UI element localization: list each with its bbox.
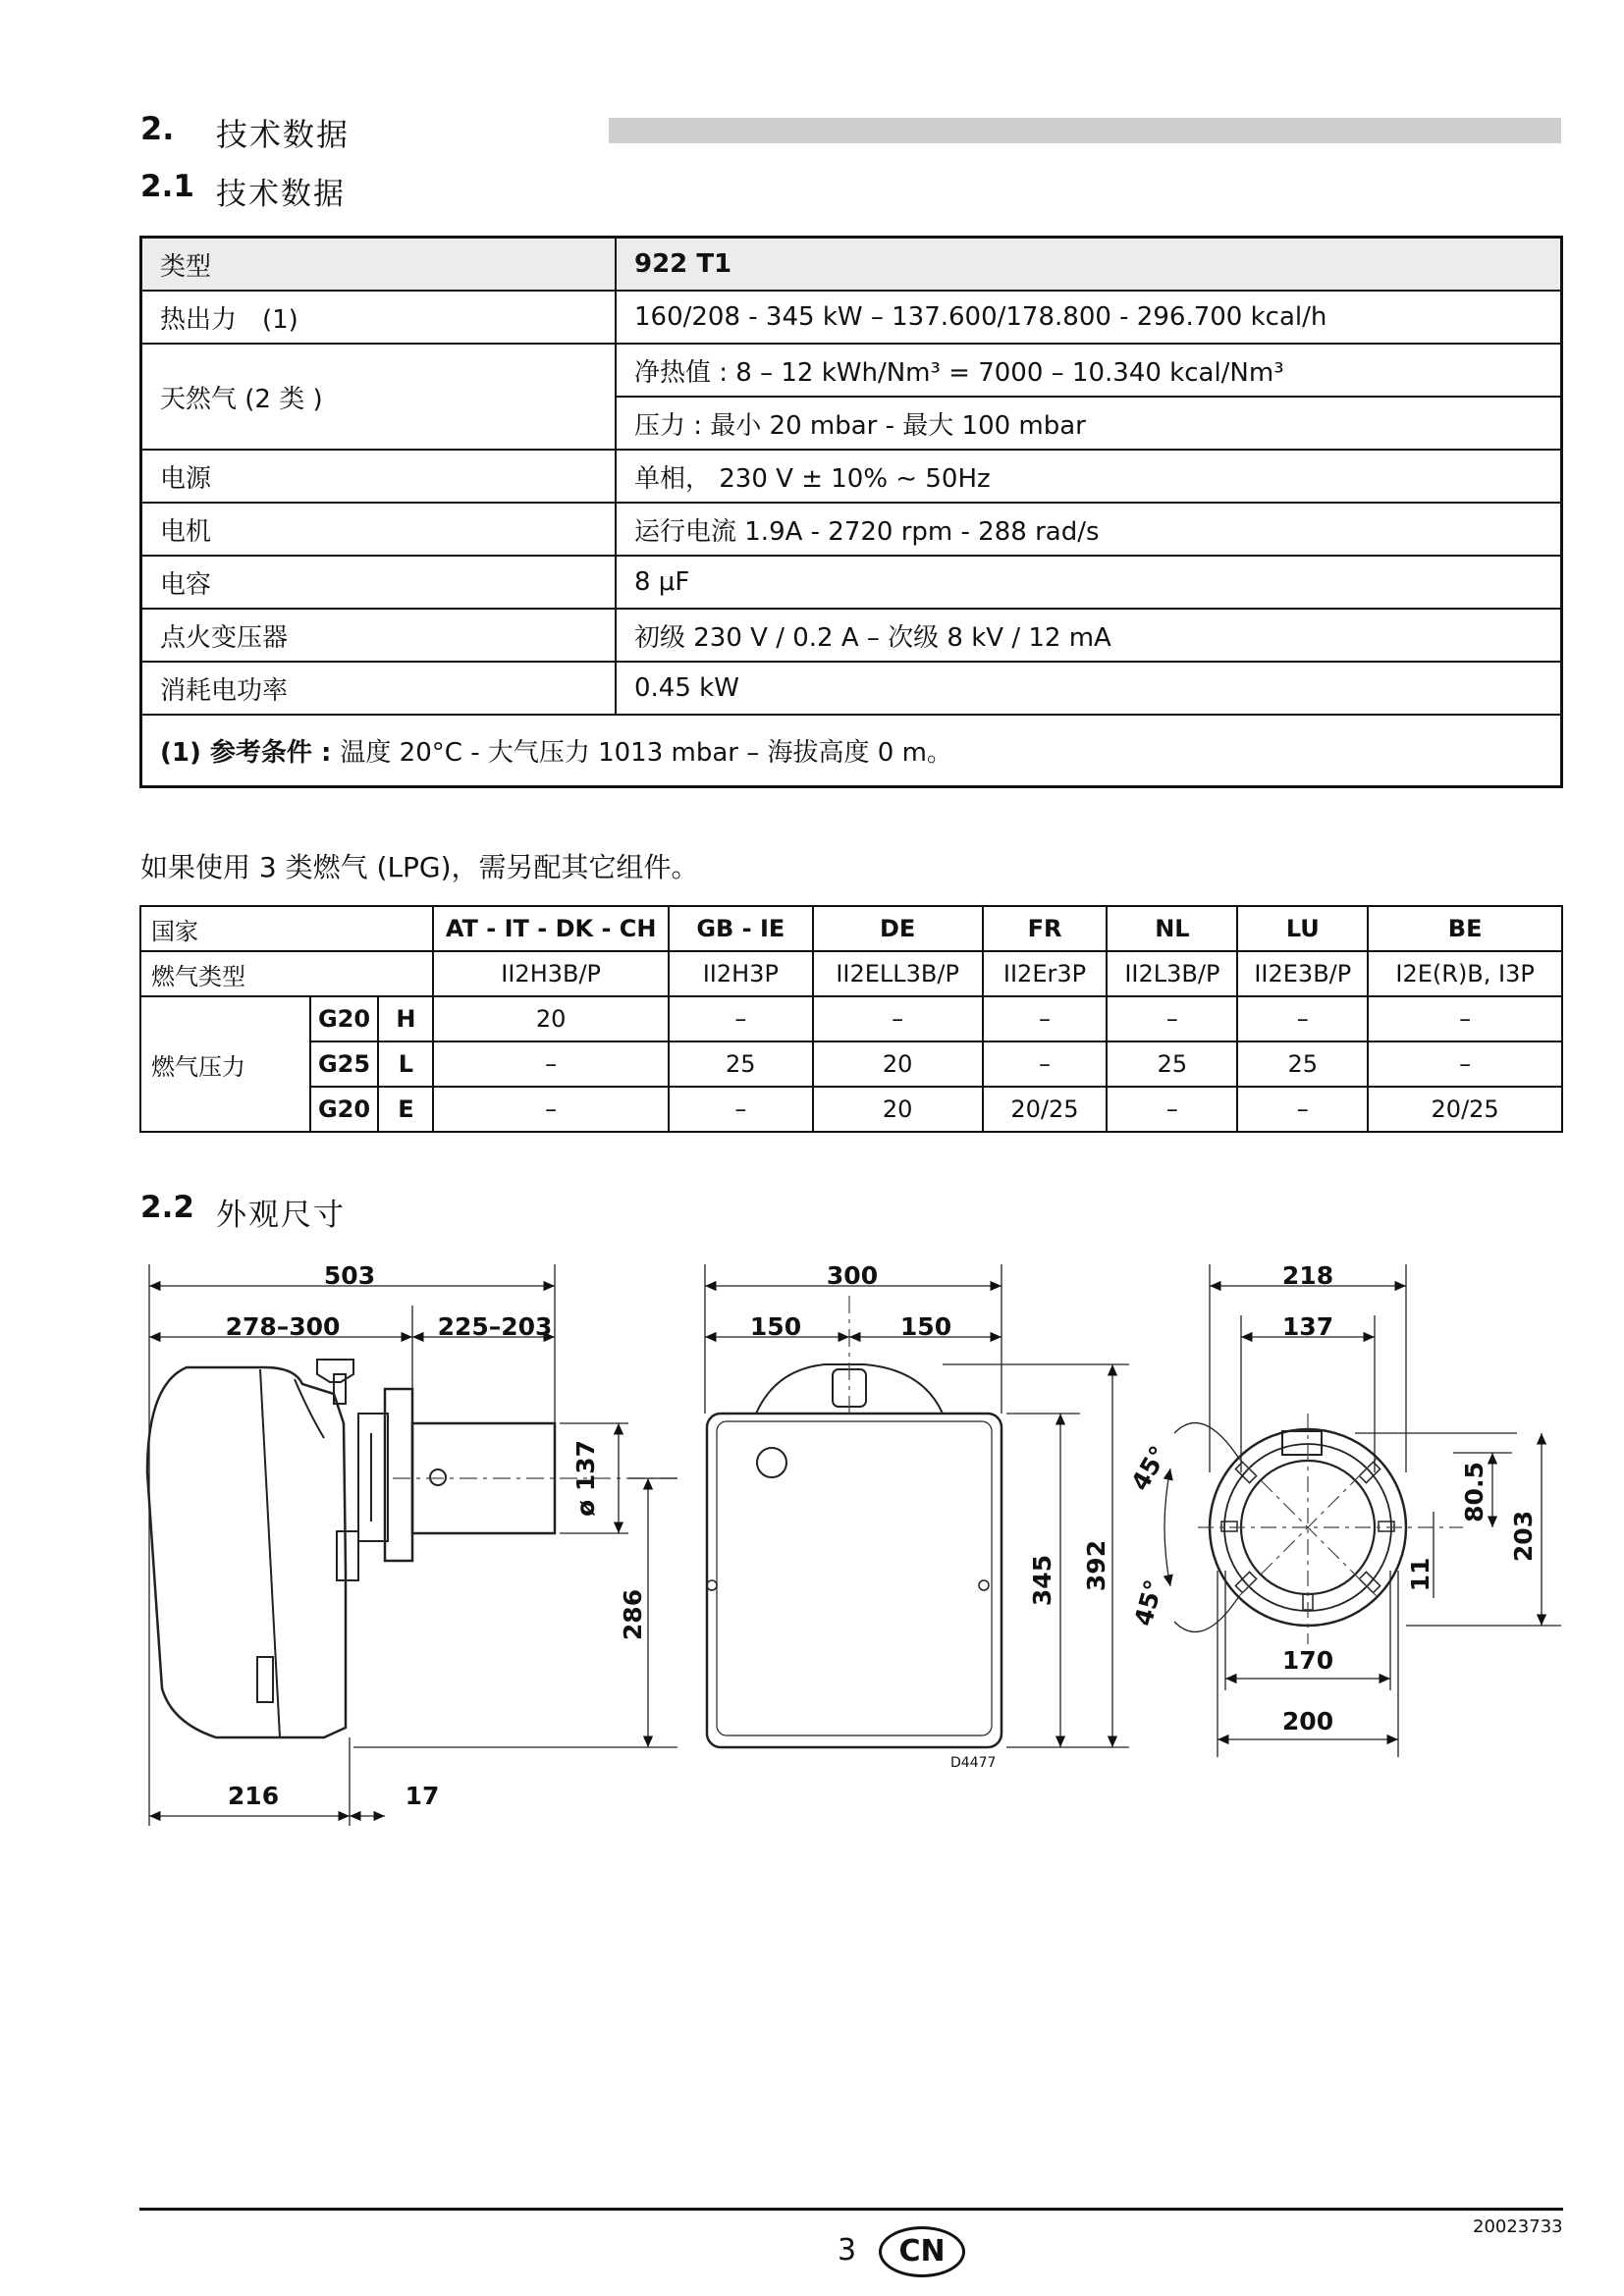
row-value: 净热值 : 8 – 12 kWh/Nm³ = 7000 – 10.340 kcal/Nm³ xyxy=(616,344,1562,397)
angle-45-top: 45° xyxy=(1125,1441,1174,1496)
page-number: 3 xyxy=(838,2233,857,2268)
table-cell: – xyxy=(1107,996,1237,1041)
dim-17: 17 xyxy=(405,1782,440,1810)
row-label: 消耗电功率 xyxy=(141,662,617,715)
note-bold: 参考条件 : xyxy=(200,738,341,768)
dim-218: 218 xyxy=(1281,1261,1334,1290)
dim-216: 216 xyxy=(227,1782,280,1810)
table-cell: – xyxy=(433,1041,669,1087)
dim-203: 203 xyxy=(1509,1510,1538,1563)
table-cell: – xyxy=(669,1087,813,1132)
table-cell: II2H3P xyxy=(669,951,813,996)
dim-137: 137 xyxy=(1281,1312,1334,1341)
row-label: 电源 xyxy=(141,450,617,503)
table-cell: II2Er3P xyxy=(983,951,1108,996)
row-label: 电容 xyxy=(141,556,617,609)
header-cell: AT - IT - DK - CH xyxy=(433,906,669,951)
table-cell: 20 xyxy=(433,996,669,1041)
header-cell: FR xyxy=(983,906,1108,951)
table-cell: II2H3B/P xyxy=(433,951,669,996)
table-cell: – xyxy=(1368,1041,1562,1087)
table-cell: – xyxy=(1368,996,1562,1041)
front-view-labels xyxy=(750,1261,1110,1771)
header-cell: DE xyxy=(813,906,983,951)
front-view xyxy=(707,1364,1001,1747)
row-value: 初级 230 V / 0.2 A – 次级 8 kV / 12 mA xyxy=(616,609,1562,662)
header-cell: 国家 xyxy=(140,906,433,951)
dim-150-left: 150 xyxy=(749,1312,802,1341)
table-cell: II2E3B/P xyxy=(1237,951,1368,996)
table-cell: 20/25 xyxy=(983,1087,1108,1132)
table-cell: II2ELL3B/P xyxy=(813,951,983,996)
subsection-number: 2.1 xyxy=(140,169,194,204)
gas-cell: G20 xyxy=(310,996,379,1041)
dim-345: 345 xyxy=(1028,1554,1056,1607)
table-cell: – xyxy=(813,996,983,1041)
row-label: 热出力 (1) xyxy=(141,291,617,344)
row-value: 0.45 kW xyxy=(616,662,1562,715)
row-label: 燃气类型 xyxy=(140,951,433,996)
table-cell: II2L3B/P xyxy=(1107,951,1237,996)
table-cell: – xyxy=(983,1041,1108,1087)
table-cell: – xyxy=(983,996,1108,1041)
dim-11: 11 xyxy=(1406,1557,1435,1592)
row-label: 燃气压力 xyxy=(140,996,310,1132)
code-cell: E xyxy=(378,1087,433,1132)
section-title: 技术数据 xyxy=(216,116,351,153)
table-cell: – xyxy=(1237,996,1368,1041)
table-cell: – xyxy=(433,1087,669,1132)
table-cell: 25 xyxy=(1237,1041,1368,1087)
table-cell: – xyxy=(669,996,813,1041)
footer-rule xyxy=(139,2208,1563,2211)
table-cell: I2E(R)B, I3P xyxy=(1368,951,1562,996)
subsection-title: 外观尺寸 xyxy=(216,1198,346,1233)
dim-392: 392 xyxy=(1082,1539,1110,1592)
dim-150-right: 150 xyxy=(899,1312,952,1341)
section-number: 2. xyxy=(140,110,175,147)
subsection-title: 技术数据 xyxy=(216,177,346,212)
document-number: 20023733 xyxy=(1473,2216,1563,2237)
table-cell: 25 xyxy=(1107,1041,1237,1087)
drawing-code: D4477 xyxy=(950,1755,997,1771)
dim-170: 170 xyxy=(1281,1646,1334,1675)
dim-200: 200 xyxy=(1281,1707,1334,1735)
header-cell: GB - IE xyxy=(669,906,813,951)
row-label: 电机 xyxy=(141,503,617,556)
note-text: 温度 20°C - 大气压力 1013 mbar – 海拔高度 0 m。 xyxy=(340,738,952,768)
table-cell: – xyxy=(1107,1087,1237,1132)
row-label: 类型 xyxy=(141,238,617,292)
dim-dia-137: ø 137 xyxy=(571,1439,600,1518)
row-value: 单相， 230 V ± 10% ∼ 50Hz xyxy=(616,450,1562,503)
dim-225-203: 225–203 xyxy=(437,1312,553,1341)
header-cell: NL xyxy=(1107,906,1237,951)
gas-cell: G25 xyxy=(310,1041,379,1087)
gas-cell: G20 xyxy=(310,1087,379,1132)
language-badge: CN xyxy=(879,2226,965,2277)
subsection-number: 2.2 xyxy=(140,1190,194,1225)
header-cell: BE xyxy=(1368,906,1562,951)
row-value: 运行电流 1.9A - 2720 rpm - 288 rad/s xyxy=(616,503,1562,556)
flange-labels xyxy=(1125,1261,1538,1735)
side-view-labels xyxy=(226,1261,647,1810)
row-value: 922 T1 xyxy=(616,238,1562,292)
dim-300: 300 xyxy=(826,1261,879,1290)
table-cell: 20/25 xyxy=(1368,1087,1562,1132)
code-cell: L xyxy=(378,1041,433,1087)
table-cell: 25 xyxy=(669,1041,813,1087)
row-label: 天然气 (2 类 ) xyxy=(141,344,617,450)
side-view xyxy=(147,1360,555,1737)
dim-286: 286 xyxy=(619,1588,647,1641)
row-value: 160/208 - 345 kW – 137.600/178.800 - 296.700 kcal/h xyxy=(616,291,1562,344)
note-ref: (1) xyxy=(160,738,201,768)
flange-dimensions xyxy=(1164,1264,1561,1757)
lpg-note: 如果使用 3 类燃气 (LPG)，需另配其它组件。 xyxy=(140,851,699,883)
table-cell: – xyxy=(1237,1087,1368,1132)
row-value: 压力 : 最小 20 mbar - 最大 100 mbar xyxy=(616,397,1562,450)
header-cell: LU xyxy=(1237,906,1368,951)
angle-45-bottom: 45° xyxy=(1128,1576,1168,1629)
dim-80-5: 80.5 xyxy=(1460,1462,1489,1522)
row-value: 8 μF xyxy=(616,556,1562,609)
dim-503: 503 xyxy=(323,1261,376,1290)
table-cell: 20 xyxy=(813,1041,983,1087)
code-cell: H xyxy=(378,996,433,1041)
row-label: 点火变压器 xyxy=(141,609,617,662)
dim-278-300: 278–300 xyxy=(225,1312,341,1341)
table-cell: 20 xyxy=(813,1087,983,1132)
